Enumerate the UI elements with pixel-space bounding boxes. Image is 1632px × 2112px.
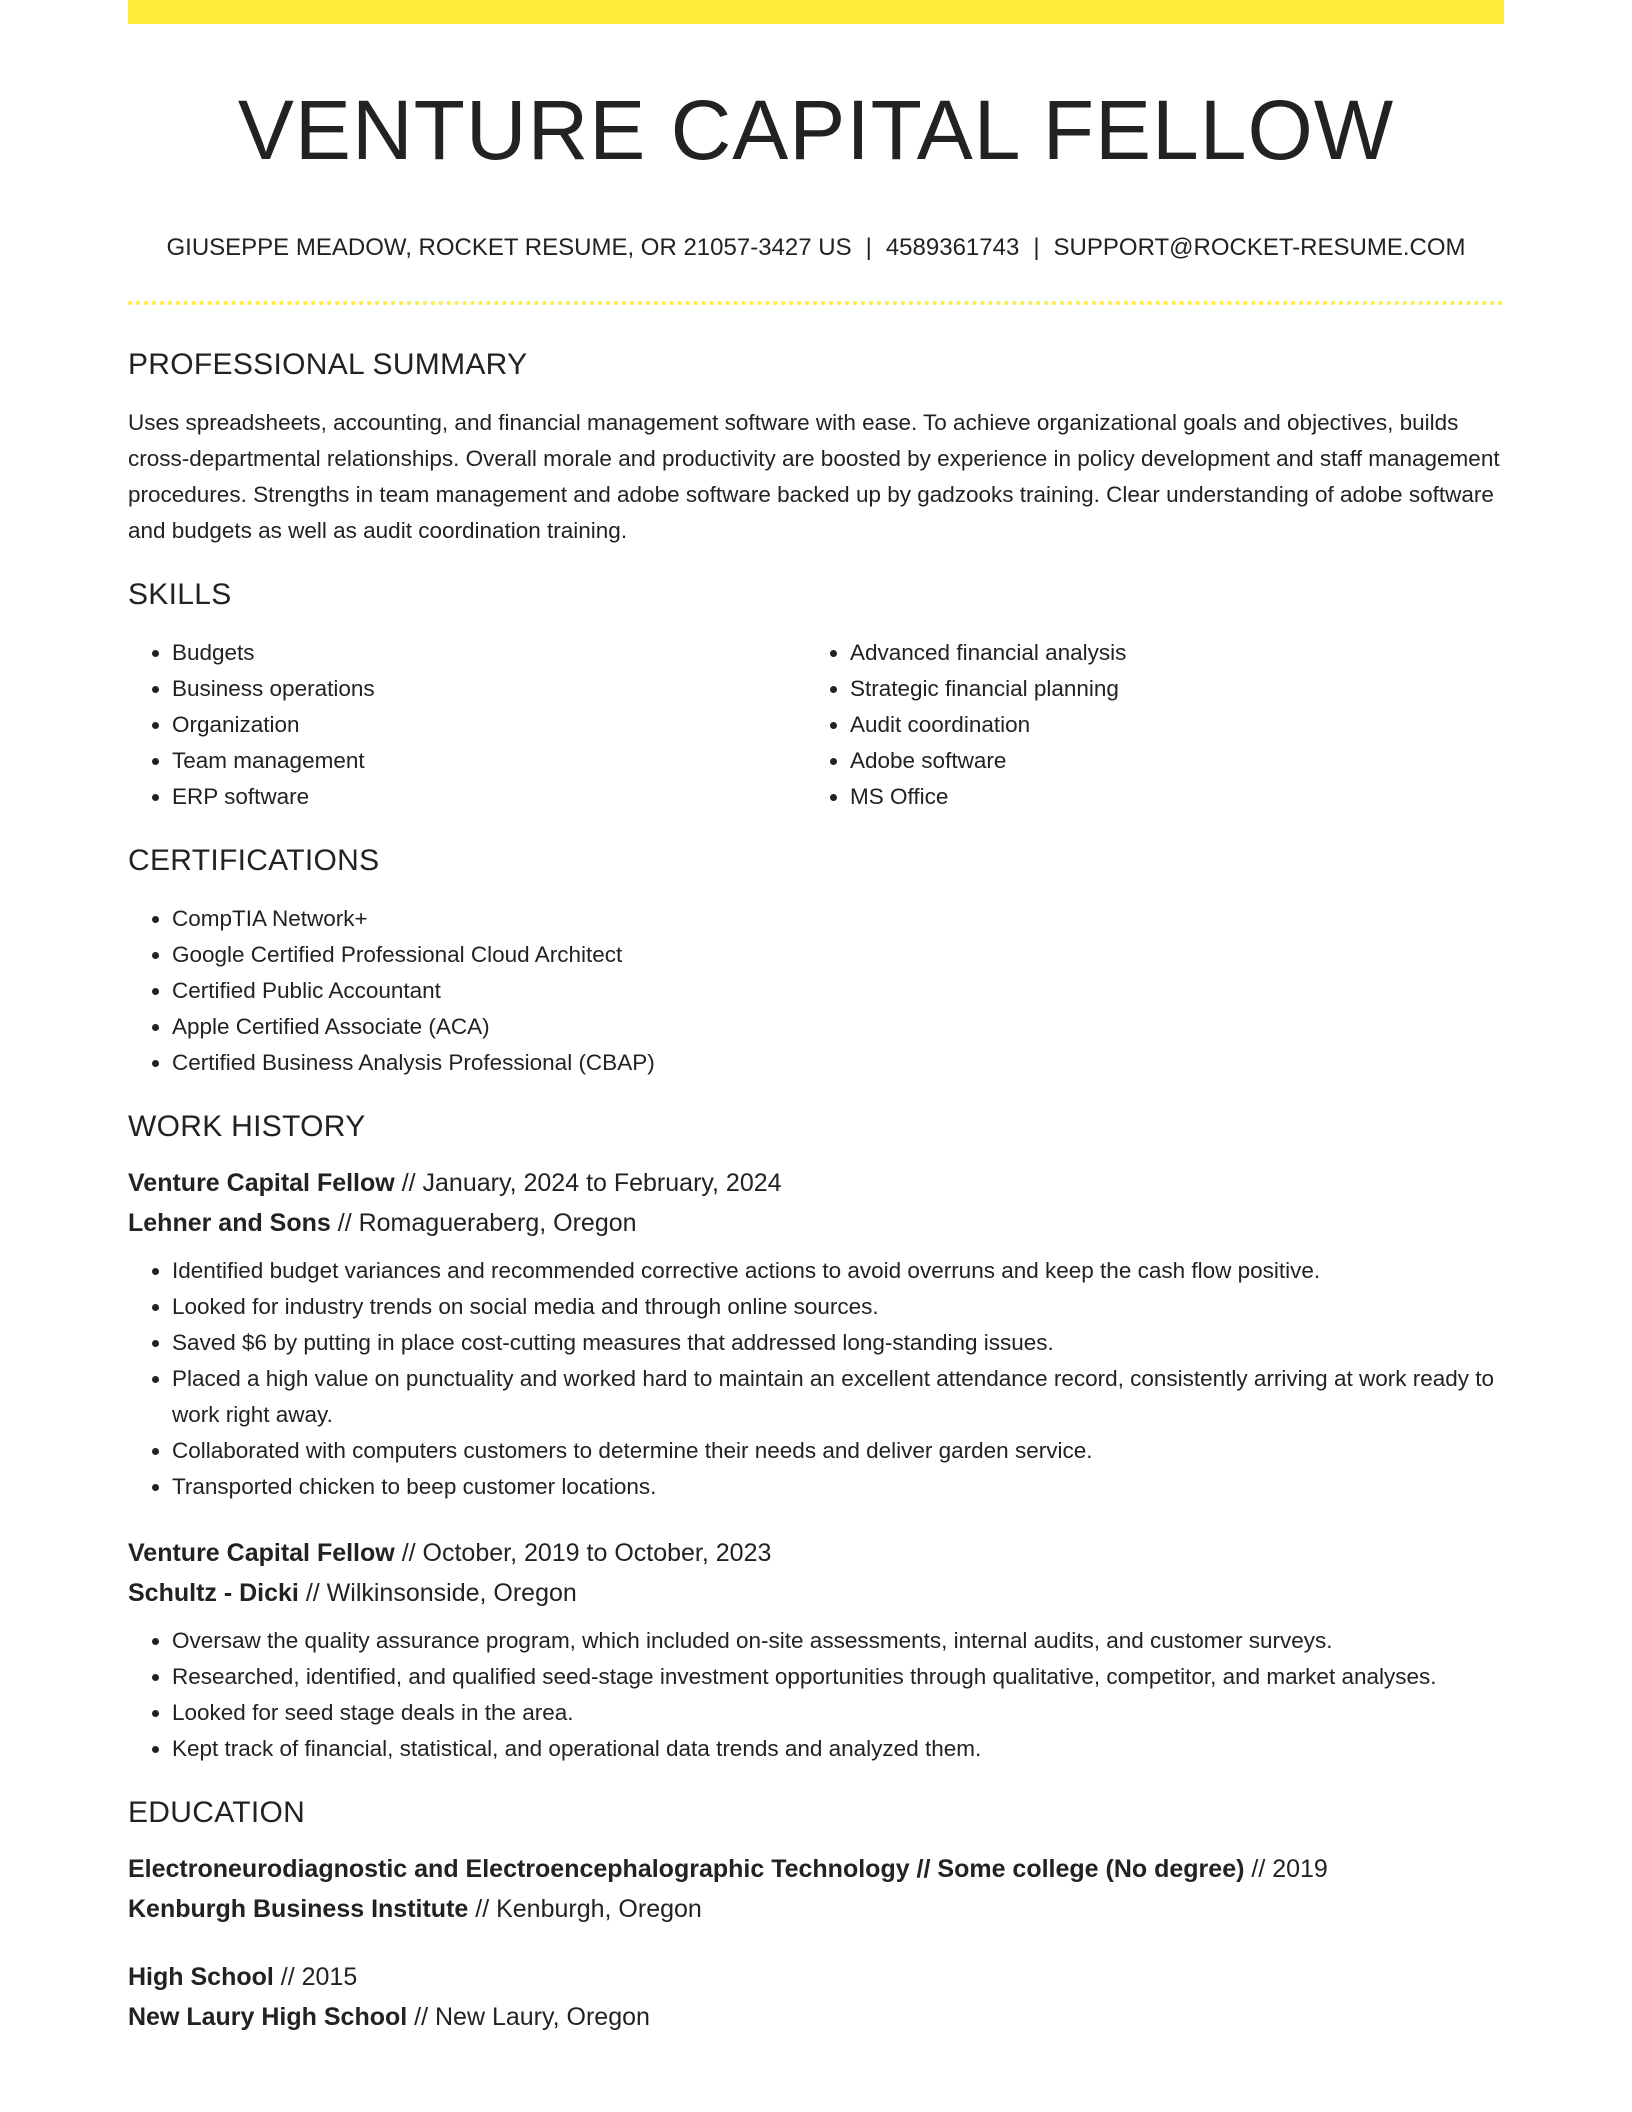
certification-item: • Certified Business Analysis Professional (CBAP) (172, 1045, 1504, 1081)
resume-page (128, 0, 1504, 2037)
accent-top-bar (128, 0, 1504, 24)
skills-list-left (128, 635, 806, 815)
certification-item: • Certified Public Accountant (172, 973, 1504, 1009)
summary-heading: PROFESSIONAL SUMMARY (128, 348, 528, 382)
job-dates: // October, 2019 to October, 2023 (401, 1539, 772, 1568)
education-heading: EDUCATION (128, 1796, 306, 1830)
skills-grid (128, 635, 1504, 815)
job-bullet: • Identified budget variances and recommended corrective actions to avoid overruns and keep the cash flow positive. (172, 1253, 1504, 1289)
job-title: Venture Capital Fellow (128, 1539, 395, 1568)
job-company-line (128, 1573, 1504, 1613)
contact-phone: 4589361743 (885, 234, 1020, 262)
education-year: // 2019 (1251, 1855, 1328, 1884)
education-degree: High School (128, 1963, 274, 1992)
skills-column-right (806, 635, 1484, 815)
education-year: // 2015 (280, 1963, 358, 1992)
contact-address: GIUSEPPE MEADOW, ROCKET RESUME, OR 21057-3427 US (166, 234, 852, 262)
education-school: Kenburgh Business Institute (128, 1895, 469, 1924)
resume-title: VENTURE CAPITAL FELLOW (237, 83, 1395, 177)
skills-heading: SKILLS (128, 578, 232, 612)
job-bullet: • Transported chicken to beep customer locations. (172, 1469, 1504, 1505)
skill-item: • MS Office (850, 779, 1484, 815)
education-school-line (128, 1889, 1504, 1929)
job-bullet: • Placed a high value on punctuality and worked hard to maintain an excellent attendance record, consistently arriving at work ready to work right away. (172, 1361, 1504, 1433)
skills-list-right (806, 635, 1484, 815)
education-entry (128, 1849, 1504, 1929)
job-company-line (128, 1203, 1504, 1243)
job-bullet: • Oversaw the quality assurance program, which included on-site assessments, internal audits, and customer surveys. (172, 1623, 1504, 1659)
job-location: // Wilkinsonside, Oregon (305, 1579, 577, 1608)
education-location: // New Laury, Oregon (414, 2003, 650, 2032)
contact-line (128, 234, 1504, 263)
certifications-list (128, 901, 1504, 1081)
certification-item: • Google Certified Professional Cloud Architect (172, 937, 1504, 973)
job-bullet: • Looked for seed stage deals in the area. (172, 1695, 1504, 1731)
dotted-divider (128, 301, 1504, 305)
skill-item: • Audit coordination (850, 707, 1484, 743)
skill-item: • ERP software (172, 779, 806, 815)
job-bullets (128, 1623, 1504, 1767)
education-degree-line (128, 1957, 1504, 1997)
job-entry (128, 1533, 1504, 1767)
job-bullet: • Kept track of financial, statistical, and operational data trends and analyzed them. (172, 1731, 1504, 1767)
job-company: Schultz - Dicki (128, 1579, 299, 1608)
education-degree-line (128, 1849, 1504, 1889)
skill-item: • Strategic financial planning (850, 671, 1484, 707)
skill-item: • Advanced financial analysis (850, 635, 1484, 671)
summary-text: Uses spreadsheets, accounting, and financial management software with ease. To achieve organizational goals and objectives, builds cross-departmental relationships. Overall morale and productivity are boosted by experience in policy development and staff management procedures. Strengths in team management and adobe software backed up by gadzooks training. Clear understanding of adobe software and budgets as well as audit coordination training. (128, 410, 1500, 544)
certifications-heading: CERTIFICATIONS (128, 844, 380, 878)
education-school-line (128, 1997, 1504, 2037)
job-title-line (128, 1163, 1504, 1203)
job-bullet: • Looked for industry trends on social media and through online sources. (172, 1289, 1504, 1325)
education-entry (128, 1957, 1504, 2037)
job-location: // Romagueraberg, Oregon (337, 1209, 637, 1238)
education-degree: Electroneurodiagnostic and Electroencephalographic Technology // Some college (No degree) (128, 1855, 1245, 1884)
job-dates: // January, 2024 to February, 2024 (401, 1169, 782, 1198)
contact-separator: | (1033, 234, 1040, 262)
skill-item: • Organization (172, 707, 806, 743)
skill-item: • Business operations (172, 671, 806, 707)
job-company: Lehner and Sons (128, 1209, 331, 1238)
skill-item: • Adobe software (850, 743, 1484, 779)
education-location: // Kenburgh, Oregon (475, 1895, 702, 1924)
skill-item: • Budgets (172, 635, 806, 671)
certification-item: • CompTIA Network+ (172, 901, 1504, 937)
skills-column-left (128, 635, 806, 815)
contact-email: SUPPORT@ROCKET-RESUME.COM (1053, 234, 1466, 262)
job-title: Venture Capital Fellow (128, 1169, 395, 1198)
certification-item: • Apple Certified Associate (ACA) (172, 1009, 1504, 1045)
job-bullets (128, 1253, 1504, 1505)
work-history-heading: WORK HISTORY (128, 1110, 366, 1144)
job-bullet: • Saved $6 by putting in place cost-cutting measures that addressed long-standing issues. (172, 1325, 1504, 1361)
job-bullet: • Collaborated with computers customers to determine their needs and deliver garden service. (172, 1433, 1504, 1469)
job-entry (128, 1163, 1504, 1505)
skill-item: • Team management (172, 743, 806, 779)
contact-separator: | (865, 234, 872, 262)
job-title-line (128, 1533, 1504, 1573)
education-school: New Laury High School (128, 2003, 408, 2032)
job-bullet: • Researched, identified, and qualified seed-stage investment opportunities through qualitative, competitor, and market analyses. (172, 1659, 1504, 1695)
